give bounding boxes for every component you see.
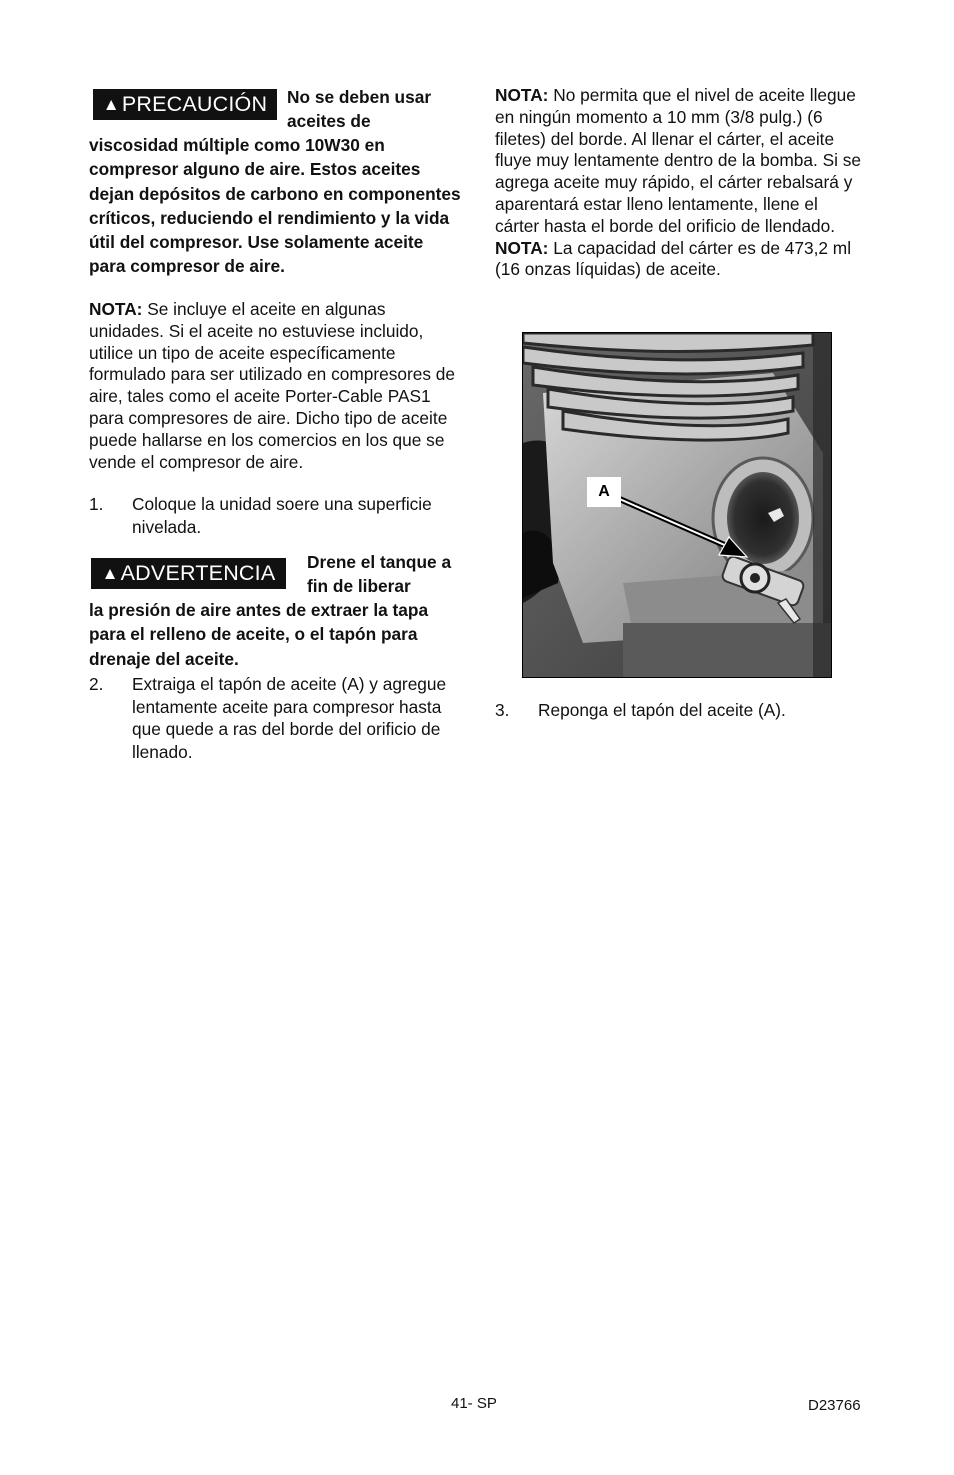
note-text: Se incluye el aceite en algunas unidades. Si el aceite no estuviese incluido, utilice un tipo de aceite específicamente formulado para ser utilizado en compresores de aire, tales como el aceite Porter-Cable PAS1 para compresores de aire. Dicho tipo de aceite puede hallarse en los comercios en los que se vende el compresor de aire. [89, 299, 455, 472]
caution-body: viscosidad múltiple como 10W30 en compresor alguno de aire. Estos aceites dejan depósitos de carbono en componentes críticos, reduciendo el rendimiento y la vida útil del compresor. Use solamente aceite para compresor de aire. [89, 135, 461, 277]
compressor-illustration [523, 333, 832, 678]
note-paragraph-2 [495, 85, 865, 281]
note-text: No permita que el nivel de aceite llegue en ningún momento a 10 mm (3/8 pulg.) (6 filetes) del borde. Al llenar el cárter, el aceite fluye muy lentamente dentro de la bomba. Si se agrega aceite muy rápido, el cárter rebalsará y aparentará estar lleno lentamente, llene el cárter hasta el borde del orificio de llendado. [495, 85, 861, 236]
step-number: 2. [89, 674, 104, 694]
warning-badge-label: ADVERTENCIA [120, 561, 276, 585]
compressor-oil-plug-photo [522, 332, 832, 678]
step-number: 1. [89, 494, 104, 514]
page-number: 41- SP [451, 1395, 497, 1412]
note-paragraph-1 [89, 299, 464, 473]
callout-label-a: A [587, 477, 621, 507]
warning-triangle-icon: ▲ [102, 95, 120, 114]
step-text: Reponga el tapón del aceite (A). [538, 700, 786, 720]
step-text: Extraiga el tapón de aceite (A) y agregue lentamente aceite para compresor hasta que quede a ras del borde del orificio de llenado. [132, 674, 447, 762]
caution-side-text: No se deben usar aceites de [287, 87, 432, 132]
note-text-2: La capacidad del cárter es de 473,2 ml (16 onzas líquidas) de aceite. [495, 237, 852, 280]
note-label-2: NOTA: [495, 237, 549, 258]
note-label: NOTA: [495, 85, 549, 105]
caution-badge-label: PRECAUCIÓN [121, 92, 268, 116]
caution-badge [93, 89, 277, 120]
step-number: 3. [495, 700, 510, 720]
warning-side-text: Drene el tanque a fin de liberar [307, 552, 452, 597]
warning-badge [91, 558, 286, 589]
step-text: Coloque la unidad soere una superficie nivelada. [132, 494, 432, 537]
note-label: NOTA: [89, 299, 143, 319]
document-code: D23766 [808, 1397, 861, 1414]
warning-triangle-icon: ▲ [101, 564, 119, 583]
warning-body: la presión de aire antes de extraer la tapa para el relleno de aceite, o el tapón para drenaje del aceite. [89, 600, 429, 669]
